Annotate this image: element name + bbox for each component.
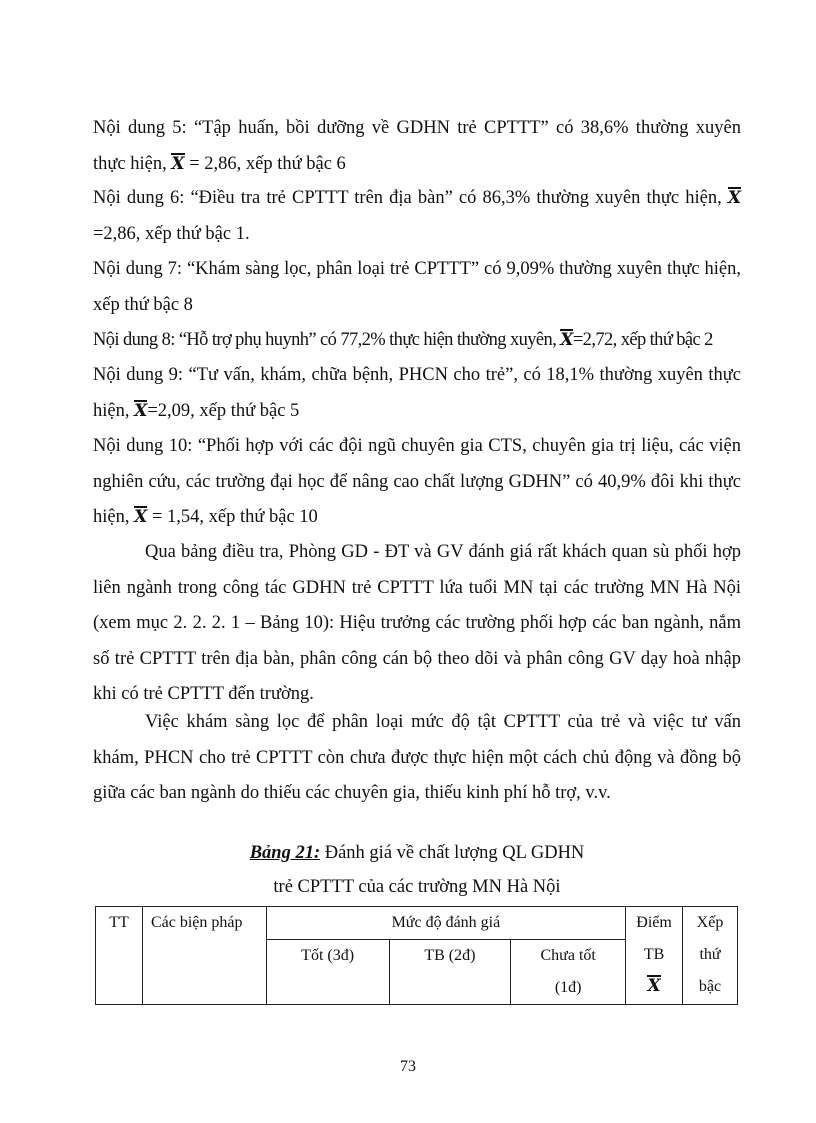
header-chua-tot-cell bbox=[511, 940, 626, 1005]
text: Nội dung 9: “Tư vấn, khám, chữa bệnh, PHCN cho trẻ”, có 18,1% thường xuyên thực hiện, bbox=[93, 365, 741, 421]
text: =2,86, xếp thứ bậc 1. bbox=[93, 223, 250, 244]
text: = 2,86, xếp thứ bậc 6 bbox=[189, 153, 346, 174]
table-header-row-1 bbox=[96, 907, 738, 940]
header-bac: bậc bbox=[698, 978, 722, 995]
evaluation-table bbox=[95, 906, 738, 1005]
header-muc-do: Mức độ đánh giá bbox=[266, 907, 625, 940]
paragraph-noi-dung-5 bbox=[93, 111, 741, 182]
header-thu: thứ bbox=[699, 946, 721, 963]
x-bar-symbol: X bbox=[727, 188, 742, 208]
caption-line-1: Đánh giá về chất lượng QL GDHN bbox=[324, 843, 585, 863]
text: =2,72, xếp thứ bậc 2 bbox=[572, 330, 713, 350]
table-caption-line-2: trẻ CPTTT của các trường MN Hà Nội bbox=[273, 877, 561, 897]
header-diem-tb bbox=[626, 907, 683, 1005]
page-number: 73 bbox=[400, 1058, 416, 1075]
text: = 1,54, xếp thứ bậc 10 bbox=[151, 507, 318, 527]
x-bar-symbol: X bbox=[171, 153, 185, 174]
x-bar-symbol: X bbox=[560, 330, 573, 350]
paragraph-noi-dung-8 bbox=[93, 323, 741, 359]
table-caption bbox=[93, 836, 741, 870]
x-bar-wrapper bbox=[626, 971, 682, 1003]
text: Nội dung 8: “Hỗ trợ phụ huynh” có 77,2% thực hiện thường xuyên, bbox=[93, 330, 557, 350]
x-bar-symbol: X bbox=[134, 400, 148, 421]
paragraph-noi-dung-10 bbox=[93, 429, 741, 536]
header-bien-phap: Các biện pháp bbox=[142, 907, 266, 1005]
text: Nội dung 5: “Tập huấn, bồi dưỡng về GDHN trẻ CPTTT” có 38,6% thường xuyên thực hiện, bbox=[93, 118, 741, 174]
paragraph-qua-bang-dieu-tra: Qua bảng điều tra, Phòng GD - ĐT và GV đánh giá rất khách quan sù phối hợp liên ngành trong công tác GDHN trẻ CPTTT lứa tuổi MN tại các trường MN Hà Nội (xem mục 2. 2. 2. 1 – Bảng 10): Hiệu trưởng các trường phối hợp các ban ngành, nắm số trẻ CPTTT trên địa bàn, phân công cán bộ theo dõi và phân công GV dạy hoà nhập khi có trẻ CPTTT đến trường. bbox=[93, 542, 741, 704]
header-diem: Điểm bbox=[636, 914, 672, 931]
paragraph-noi-dung-9 bbox=[93, 358, 741, 429]
paragraph-noi-dung-6 bbox=[93, 181, 741, 252]
paragraph-noi-dung-7: Nội dung 7: “Khám sàng lọc, phân loại trẻ CPTTT” có 9,09% thường xuyên thực hiện, xếp thứ bậc 8 bbox=[93, 259, 741, 315]
x-bar-symbol: X bbox=[134, 507, 148, 527]
header-tot: Tốt (3đ) bbox=[266, 940, 389, 1005]
header-tt: TT bbox=[96, 907, 143, 1005]
text: =2,09, xếp thứ bậc 5 bbox=[147, 400, 300, 421]
paragraph-viec-kham-sang-loc: Việc khám sàng lọc để phân loại mức độ tật CPTTT của trẻ và việc tư vấn khám, PHCN cho trẻ CPTTT còn chưa được thực hiện một cách chủ động và đồng bộ giữa các ban ngành do thiếu các chuyên gia, thiếu kinh phí hỗ trợ, v.v. bbox=[93, 712, 741, 803]
x-bar-symbol: X bbox=[647, 976, 661, 996]
header-1d: (1đ) bbox=[554, 979, 582, 996]
header-xep-thu-bac bbox=[683, 907, 738, 1005]
table-label: Bảng 21: bbox=[249, 843, 321, 863]
text: Nội dung 6: “Điều tra trẻ CPTTT trên địa bàn” có 86,3% thường xuyên thực hiện, bbox=[93, 188, 722, 208]
header-chua-tot: Chưa tốt bbox=[540, 947, 596, 964]
text: Nội dung 10: “Phối hợp với các đội ngũ chuyên gia CTS, chuyên gia trị liệu, các viện nghiên cứu, các trường đại học để nâng cao chất lượng GDHN” có 40,9% đôi khi thực hiện, bbox=[93, 436, 741, 527]
header-xep: Xếp bbox=[696, 914, 724, 931]
header-trung-binh: TB (2đ) bbox=[389, 940, 511, 1005]
header-tb: TB bbox=[643, 946, 665, 963]
